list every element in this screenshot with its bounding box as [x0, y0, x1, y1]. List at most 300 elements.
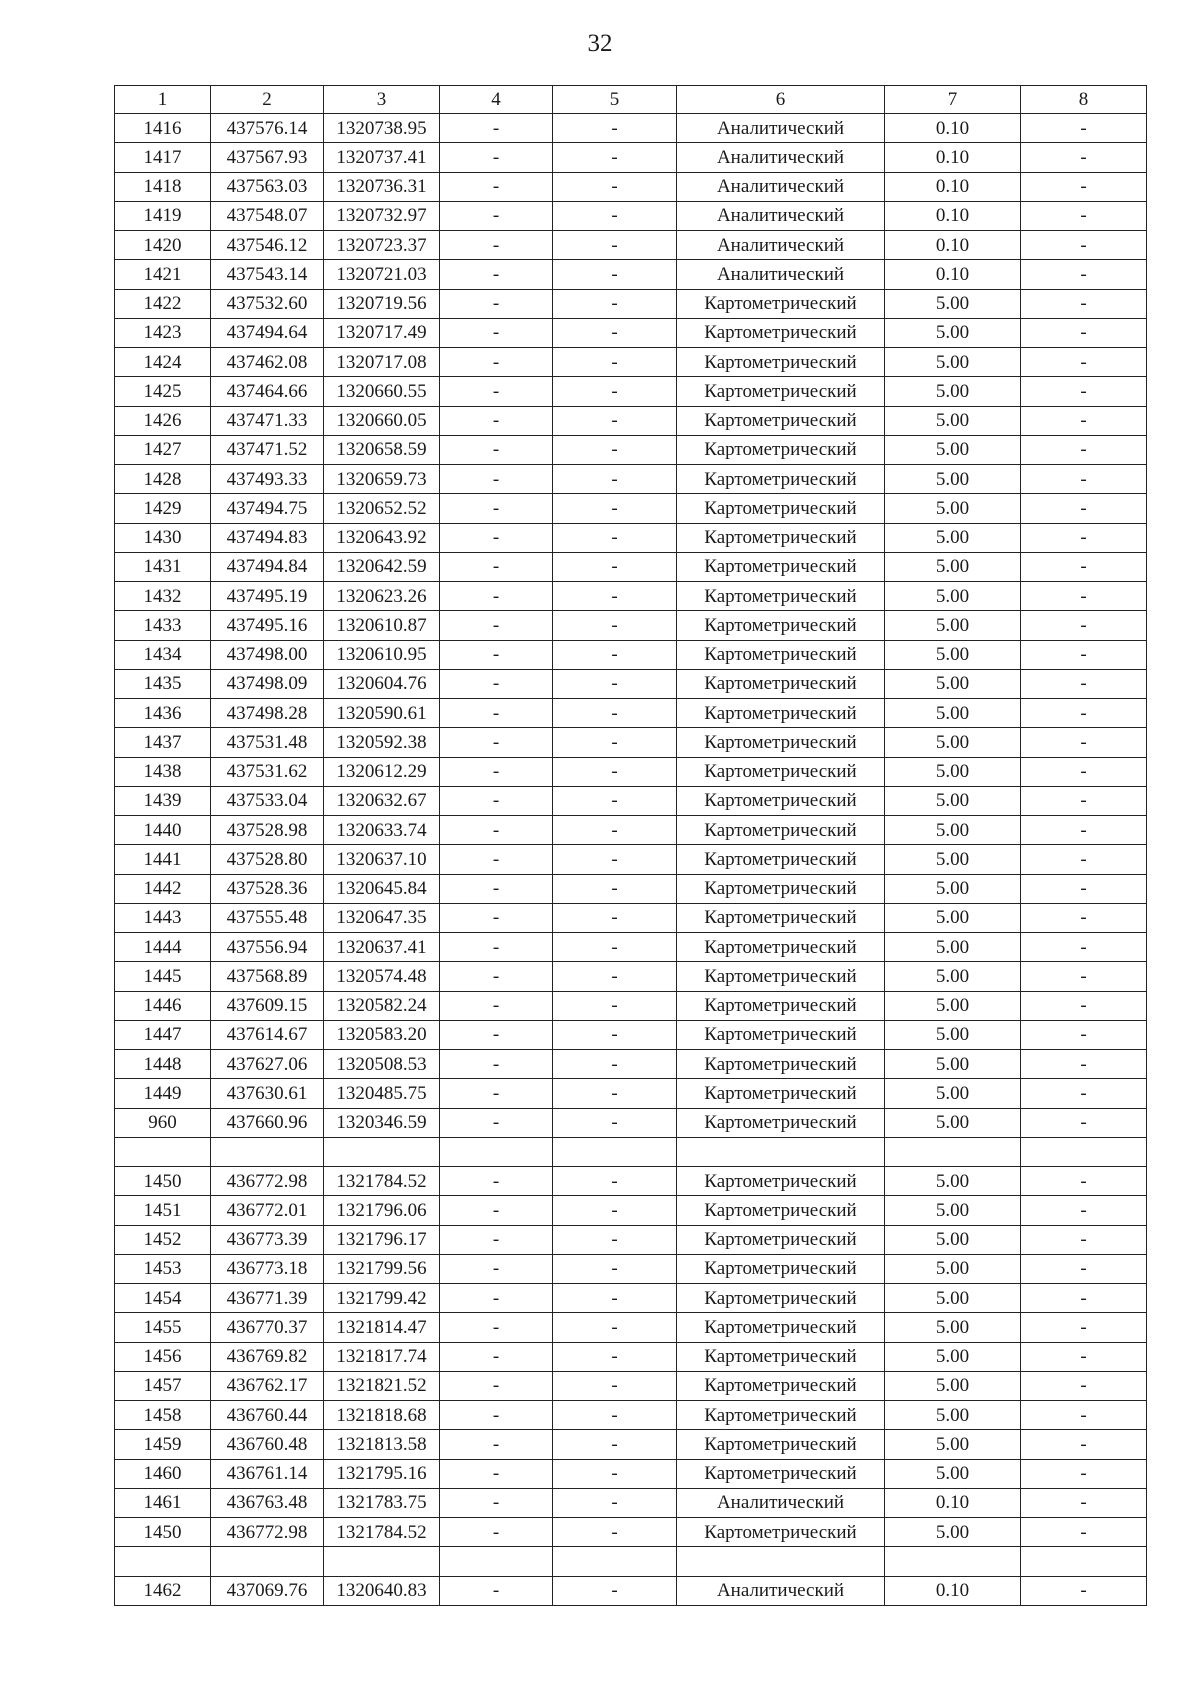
- table-cell: -: [440, 1430, 553, 1459]
- table-cell: 5.00: [885, 845, 1021, 874]
- table-cell: 5.00: [885, 1342, 1021, 1371]
- table-cell: 1449: [115, 1079, 211, 1108]
- table-cell: -: [440, 260, 553, 289]
- table-cell: -: [1021, 465, 1147, 494]
- table-cell: -: [553, 260, 677, 289]
- table-cell: -: [1021, 786, 1147, 815]
- table-cell: 5.00: [885, 1050, 1021, 1079]
- table-cell: 5.00: [885, 903, 1021, 932]
- table-cell: -: [553, 669, 677, 698]
- table-row: [115, 289, 1147, 318]
- table-cell: -: [1021, 1313, 1147, 1342]
- table-cell: 437609.15: [211, 991, 324, 1020]
- table-cell: 5.00: [885, 611, 1021, 640]
- table-cell: 0.10: [885, 1576, 1021, 1605]
- table-cell: 5.00: [885, 1371, 1021, 1400]
- table-cell: 1321796.06: [324, 1196, 440, 1225]
- table-row: [115, 874, 1147, 903]
- table-cell: 1459: [115, 1430, 211, 1459]
- table-cell: Картометрический: [677, 435, 885, 464]
- table-cell: Картометрический: [677, 933, 885, 962]
- table-cell: -: [1021, 201, 1147, 230]
- table-cell: -: [440, 406, 553, 435]
- table-cell: 1424: [115, 348, 211, 377]
- table-cell: -: [1021, 289, 1147, 318]
- table-cell: -: [553, 1430, 677, 1459]
- table-cell: 5.00: [885, 1313, 1021, 1342]
- table-cell: -: [553, 1371, 677, 1400]
- table-cell: 1320592.38: [324, 728, 440, 757]
- table-cell: -: [553, 348, 677, 377]
- table-cell: 1320508.53: [324, 1050, 440, 1079]
- table-cell: -: [553, 1108, 677, 1137]
- table-cell: -: [440, 1371, 553, 1400]
- table-cell: 1320721.03: [324, 260, 440, 289]
- table-row: [115, 1459, 1147, 1488]
- table-cell: -: [440, 1284, 553, 1313]
- table-cell: 1443: [115, 903, 211, 932]
- table-cell: 1451: [115, 1196, 211, 1225]
- table-cell: 5.00: [885, 816, 1021, 845]
- table-cell: Картометрический: [677, 669, 885, 698]
- table-cell: 5.00: [885, 435, 1021, 464]
- table-cell: -: [1021, 1401, 1147, 1430]
- table-cell: -: [553, 816, 677, 845]
- table-cell: -: [553, 172, 677, 201]
- table-cell: 1320582.24: [324, 991, 440, 1020]
- table-cell: 1320610.95: [324, 640, 440, 669]
- table-cell: -: [1021, 1079, 1147, 1108]
- table-row: [115, 552, 1147, 581]
- column-header: 6: [677, 86, 885, 114]
- table-cell: 1320637.10: [324, 845, 440, 874]
- table-cell: -: [440, 903, 553, 932]
- table-cell: Аналитический: [677, 201, 885, 230]
- table-cell: -: [1021, 1488, 1147, 1517]
- table-cell: 1321818.68: [324, 1401, 440, 1430]
- table-cell: 1455: [115, 1313, 211, 1342]
- table-cell: 437493.33: [211, 465, 324, 494]
- table-cell: -: [1021, 1020, 1147, 1049]
- table-cell: 1321813.58: [324, 1430, 440, 1459]
- table-cell: Картометрический: [677, 1459, 885, 1488]
- table-cell: [1021, 1547, 1147, 1576]
- table-cell: 5.00: [885, 377, 1021, 406]
- table-cell: [553, 1547, 677, 1576]
- table-cell: Картометрический: [677, 1371, 885, 1400]
- table-cell: [324, 1137, 440, 1166]
- table-cell: -: [1021, 1254, 1147, 1283]
- table-cell: -: [553, 318, 677, 347]
- table-cell: 1320612.29: [324, 757, 440, 786]
- table-cell: -: [440, 1488, 553, 1517]
- table-cell: 1321795.16: [324, 1459, 440, 1488]
- table-cell: -: [553, 465, 677, 494]
- table-row: [115, 933, 1147, 962]
- table-cell: 1320717.49: [324, 318, 440, 347]
- table-cell: 436770.37: [211, 1313, 324, 1342]
- table-cell: -: [553, 933, 677, 962]
- table-row: [115, 1371, 1147, 1400]
- table-cell: -: [440, 582, 553, 611]
- table-cell: 1441: [115, 845, 211, 874]
- table-cell: -: [1021, 377, 1147, 406]
- table-cell: 1436: [115, 699, 211, 728]
- table-cell: -: [1021, 1196, 1147, 1225]
- table-cell: -: [1021, 991, 1147, 1020]
- table-cell: -: [1021, 1518, 1147, 1547]
- table-cell: 436762.17: [211, 1371, 324, 1400]
- table-cell: [677, 1547, 885, 1576]
- table-cell: Картометрический: [677, 465, 885, 494]
- table-cell: -: [440, 1079, 553, 1108]
- table-row: [115, 1547, 1147, 1576]
- table-cell: -: [553, 1196, 677, 1225]
- table-row: [115, 1225, 1147, 1254]
- table-cell: 1440: [115, 816, 211, 845]
- table-cell: Картометрический: [677, 728, 885, 757]
- table-cell: 1321817.74: [324, 1342, 440, 1371]
- table-cell: Аналитический: [677, 172, 885, 201]
- table-cell: Картометрический: [677, 1079, 885, 1108]
- table-row: [115, 611, 1147, 640]
- table-cell: 437556.94: [211, 933, 324, 962]
- table-cell: 437528.98: [211, 816, 324, 845]
- table-cell: -: [1021, 523, 1147, 552]
- table-row: [115, 1401, 1147, 1430]
- table-cell: 437498.09: [211, 669, 324, 698]
- table-cell: -: [440, 172, 553, 201]
- table-cell: 5.00: [885, 552, 1021, 581]
- table-cell: Картометрический: [677, 289, 885, 318]
- table-cell: 437494.64: [211, 318, 324, 347]
- table-cell: 437548.07: [211, 201, 324, 230]
- table-cell: 5.00: [885, 1196, 1021, 1225]
- table-cell: 0.10: [885, 201, 1021, 230]
- table-row: [115, 669, 1147, 698]
- table-cell: 1321784.52: [324, 1167, 440, 1196]
- table-cell: 437471.33: [211, 406, 324, 435]
- table-cell: 437495.16: [211, 611, 324, 640]
- table-cell: -: [553, 406, 677, 435]
- table-cell: 1460: [115, 1459, 211, 1488]
- column-header: 4: [440, 86, 553, 114]
- table-cell: Картометрический: [677, 640, 885, 669]
- table-cell: Картометрический: [677, 1196, 885, 1225]
- table-row: [115, 1576, 1147, 1605]
- table-cell: -: [440, 435, 553, 464]
- table-cell: 5.00: [885, 1401, 1021, 1430]
- table-row: [115, 845, 1147, 874]
- table-cell: -: [553, 874, 677, 903]
- table-cell: 1444: [115, 933, 211, 962]
- table-row: [115, 201, 1147, 230]
- table-cell: 5.00: [885, 348, 1021, 377]
- table-cell: 1320717.08: [324, 348, 440, 377]
- table-cell: 437494.83: [211, 523, 324, 552]
- table-cell: Картометрический: [677, 845, 885, 874]
- table-cell: 1421: [115, 260, 211, 289]
- table-cell: -: [553, 552, 677, 581]
- table-row: [115, 757, 1147, 786]
- table-cell: -: [440, 1225, 553, 1254]
- table-cell: 1320574.48: [324, 962, 440, 991]
- table-cell: 5.00: [885, 406, 1021, 435]
- table-cell: 960: [115, 1108, 211, 1137]
- table-cell: 1437: [115, 728, 211, 757]
- table-cell: -: [1021, 1430, 1147, 1459]
- table-cell: 437069.76: [211, 1576, 324, 1605]
- table-cell: -: [440, 757, 553, 786]
- table-row: [115, 1020, 1147, 1049]
- table-cell: 0.10: [885, 260, 1021, 289]
- table-cell: -: [440, 816, 553, 845]
- table-cell: Аналитический: [677, 231, 885, 260]
- table-cell: 1457: [115, 1371, 211, 1400]
- table-row: [115, 1342, 1147, 1371]
- table-row: [115, 348, 1147, 377]
- table-cell: 1428: [115, 465, 211, 494]
- table-cell: -: [553, 611, 677, 640]
- table-cell: 1431: [115, 552, 211, 581]
- table-cell: 0.10: [885, 231, 1021, 260]
- table-cell: 437576.14: [211, 114, 324, 143]
- table-cell: 1320736.31: [324, 172, 440, 201]
- table-cell: -: [440, 874, 553, 903]
- table-cell: [885, 1547, 1021, 1576]
- table-cell: 1432: [115, 582, 211, 611]
- table-cell: -: [440, 786, 553, 815]
- table-row: [115, 1254, 1147, 1283]
- table-cell: 437630.61: [211, 1079, 324, 1108]
- table-cell: -: [440, 1401, 553, 1430]
- table-cell: -: [1021, 348, 1147, 377]
- table-cell: -: [440, 845, 553, 874]
- table-cell: -: [1021, 435, 1147, 464]
- table-cell: 5.00: [885, 1518, 1021, 1547]
- table-cell: 0.10: [885, 114, 1021, 143]
- table-cell: 5.00: [885, 962, 1021, 991]
- table-cell: -: [440, 991, 553, 1020]
- table-cell: 5.00: [885, 669, 1021, 698]
- column-header: 8: [1021, 86, 1147, 114]
- table-row: [115, 1050, 1147, 1079]
- table-cell: -: [553, 962, 677, 991]
- table-cell: -: [1021, 172, 1147, 201]
- table-cell: 5.00: [885, 1459, 1021, 1488]
- table-cell: -: [440, 962, 553, 991]
- table-cell: 437464.66: [211, 377, 324, 406]
- table-cell: 437494.84: [211, 552, 324, 581]
- table-cell: -: [1021, 1225, 1147, 1254]
- table-row: [115, 1108, 1147, 1137]
- table-row: [115, 1167, 1147, 1196]
- table-cell: 437568.89: [211, 962, 324, 991]
- table-cell: -: [1021, 816, 1147, 845]
- table-cell: 1320640.83: [324, 1576, 440, 1605]
- table-row: [115, 1196, 1147, 1225]
- table-cell: 436773.39: [211, 1225, 324, 1254]
- table-row: [115, 728, 1147, 757]
- table-cell: -: [553, 1518, 677, 1547]
- table-row: [115, 494, 1147, 523]
- table-cell: Картометрический: [677, 1313, 885, 1342]
- table-cell: 5.00: [885, 1108, 1021, 1137]
- table-body: [115, 114, 1147, 1606]
- table-cell: 436772.01: [211, 1196, 324, 1225]
- table-cell: 1435: [115, 669, 211, 698]
- table-cell: 1427: [115, 435, 211, 464]
- table-cell: Картометрический: [677, 1020, 885, 1049]
- table-cell: 5.00: [885, 289, 1021, 318]
- table-cell: -: [553, 201, 677, 230]
- table-cell: 5.00: [885, 582, 1021, 611]
- table-cell: -: [553, 1488, 677, 1517]
- table-cell: 1320610.87: [324, 611, 440, 640]
- table-cell: 1442: [115, 874, 211, 903]
- column-header: 2: [211, 86, 324, 114]
- table-cell: 437567.93: [211, 143, 324, 172]
- column-header: 7: [885, 86, 1021, 114]
- table-cell: 1438: [115, 757, 211, 786]
- table-cell: -: [553, 377, 677, 406]
- coordinates-table: [114, 85, 1147, 1606]
- table-cell: 5.00: [885, 465, 1021, 494]
- table-cell: -: [1021, 1459, 1147, 1488]
- table-cell: 5.00: [885, 874, 1021, 903]
- column-header: 1: [115, 86, 211, 114]
- table-cell: -: [440, 1576, 553, 1605]
- table-cell: [211, 1547, 324, 1576]
- table-cell: -: [440, 1459, 553, 1488]
- table-cell: 1320346.59: [324, 1108, 440, 1137]
- table-cell: 1416: [115, 114, 211, 143]
- table-cell: 1320632.67: [324, 786, 440, 815]
- table-cell: 1418: [115, 172, 211, 201]
- table-cell: 1320660.05: [324, 406, 440, 435]
- table-cell: -: [440, 494, 553, 523]
- table-cell: [324, 1547, 440, 1576]
- table-cell: 0.10: [885, 172, 1021, 201]
- table-row: [115, 260, 1147, 289]
- table-row: [115, 1079, 1147, 1108]
- table-cell: Аналитический: [677, 1576, 885, 1605]
- table-cell: 1320647.35: [324, 903, 440, 932]
- table-cell: Картометрический: [677, 1050, 885, 1079]
- table-cell: -: [440, 465, 553, 494]
- table-cell: 1320623.26: [324, 582, 440, 611]
- table-cell: 5.00: [885, 1284, 1021, 1313]
- table-cell: -: [440, 640, 553, 669]
- table-cell: Картометрический: [677, 523, 885, 552]
- table-cell: -: [553, 728, 677, 757]
- table-cell: [211, 1137, 324, 1166]
- table-cell: 1320738.95: [324, 114, 440, 143]
- table-cell: -: [1021, 699, 1147, 728]
- table-cell: Картометрический: [677, 1167, 885, 1196]
- table-cell: 437528.80: [211, 845, 324, 874]
- table-cell: 1320659.73: [324, 465, 440, 494]
- page-number: 32: [587, 30, 613, 57]
- table-cell: 5.00: [885, 494, 1021, 523]
- table-cell: Картометрический: [677, 991, 885, 1020]
- table-cell: -: [440, 1313, 553, 1342]
- table-cell: -: [1021, 640, 1147, 669]
- table-cell: -: [440, 1050, 553, 1079]
- table-cell: -: [440, 1020, 553, 1049]
- table-row: [115, 699, 1147, 728]
- table-cell: 1447: [115, 1020, 211, 1049]
- table-cell: 1452: [115, 1225, 211, 1254]
- table-cell: 1417: [115, 143, 211, 172]
- table-cell: Аналитический: [677, 143, 885, 172]
- table-cell: Аналитический: [677, 260, 885, 289]
- table-cell: -: [553, 903, 677, 932]
- table-cell: 1434: [115, 640, 211, 669]
- table-cell: 5.00: [885, 757, 1021, 786]
- table-cell: 1420: [115, 231, 211, 260]
- table-cell: -: [1021, 1371, 1147, 1400]
- table-cell: 436763.48: [211, 1488, 324, 1517]
- table-cell: -: [553, 757, 677, 786]
- table-cell: Картометрический: [677, 494, 885, 523]
- table-cell: 437528.36: [211, 874, 324, 903]
- table-cell: 1439: [115, 786, 211, 815]
- table-cell: Картометрический: [677, 962, 885, 991]
- table-cell: -: [440, 1254, 553, 1283]
- table-cell: -: [553, 1079, 677, 1108]
- table-cell: -: [440, 114, 553, 143]
- table-cell: 1461: [115, 1488, 211, 1517]
- table-cell: -: [1021, 728, 1147, 757]
- table-cell: -: [553, 1225, 677, 1254]
- table-cell: 1425: [115, 377, 211, 406]
- table-cell: 5.00: [885, 1254, 1021, 1283]
- table-cell: 5.00: [885, 786, 1021, 815]
- table-cell: 5.00: [885, 728, 1021, 757]
- table-cell: 0.10: [885, 143, 1021, 172]
- table-cell: -: [440, 1167, 553, 1196]
- table-cell: 1320645.84: [324, 874, 440, 903]
- table-row: [115, 991, 1147, 1020]
- table-cell: [115, 1547, 211, 1576]
- table-row: [115, 318, 1147, 347]
- table-cell: Картометрический: [677, 582, 885, 611]
- table-cell: Картометрический: [677, 377, 885, 406]
- table-cell: Картометрический: [677, 1108, 885, 1137]
- table-cell: -: [440, 1518, 553, 1547]
- table-cell: 1321783.75: [324, 1488, 440, 1517]
- table-cell: -: [440, 231, 553, 260]
- table-cell: -: [1021, 582, 1147, 611]
- table-cell: Картометрический: [677, 552, 885, 581]
- table-cell: -: [553, 1167, 677, 1196]
- table-cell: 437462.08: [211, 348, 324, 377]
- table-cell: -: [1021, 757, 1147, 786]
- table-cell: 437555.48: [211, 903, 324, 932]
- table-row: [115, 523, 1147, 552]
- table-cell: 437531.48: [211, 728, 324, 757]
- table-cell: 437533.04: [211, 786, 324, 815]
- table-cell: -: [1021, 1284, 1147, 1313]
- table-cell: 5.00: [885, 640, 1021, 669]
- table-cell: -: [553, 1254, 677, 1283]
- table-cell: -: [1021, 143, 1147, 172]
- table-cell: 1320590.61: [324, 699, 440, 728]
- table-cell: 437471.52: [211, 435, 324, 464]
- table-row: [115, 786, 1147, 815]
- table-cell: 1422: [115, 289, 211, 318]
